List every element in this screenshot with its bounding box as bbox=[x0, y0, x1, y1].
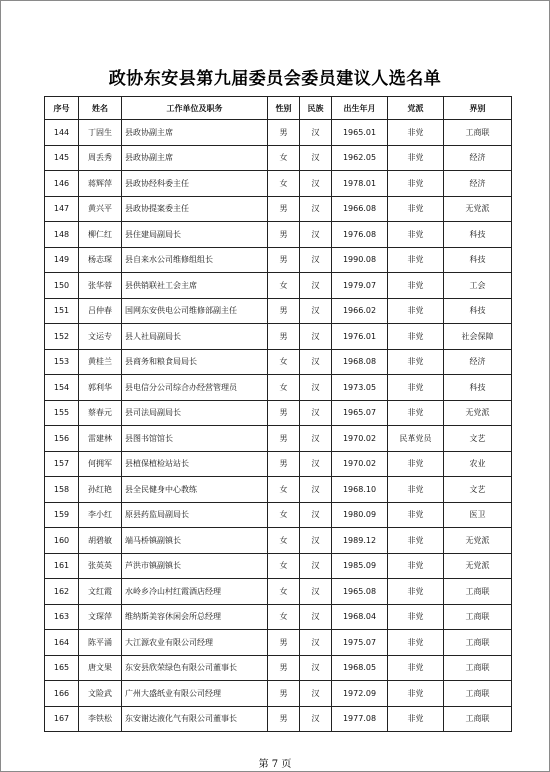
cell-name: 胡碧敏 bbox=[79, 528, 122, 554]
cell-ethnicity: 汉 bbox=[300, 298, 332, 324]
cell-name: 唐文果 bbox=[79, 655, 122, 681]
cell-gender: 男 bbox=[268, 247, 300, 273]
header-ethnicity: 民族 bbox=[300, 97, 332, 120]
cell-birth: 1966.08 bbox=[332, 196, 388, 222]
cell-sector: 医卫 bbox=[444, 502, 512, 528]
cell-unit: 县政协经科委主任 bbox=[122, 171, 268, 197]
cell-party: 非党 bbox=[388, 451, 444, 477]
cell-ethnicity: 汉 bbox=[300, 349, 332, 375]
cell-unit: 县人社局副局长 bbox=[122, 324, 268, 350]
header-party: 党派 bbox=[388, 97, 444, 120]
page-title: 政协东安县第九届委员会委员建议人选名单 bbox=[108, 69, 442, 89]
table-row bbox=[45, 553, 512, 579]
cell-ethnicity: 汉 bbox=[300, 604, 332, 630]
cell-ethnicity: 汉 bbox=[300, 579, 332, 605]
cell-gender: 女 bbox=[268, 579, 300, 605]
cell-name: 黄兴平 bbox=[79, 196, 122, 222]
cell-party: 非党 bbox=[388, 604, 444, 630]
cell-name: 杨志琛 bbox=[79, 247, 122, 273]
cell-party: 非党 bbox=[388, 528, 444, 554]
cell-ethnicity: 汉 bbox=[300, 222, 332, 248]
cell-unit: 县供销联社工会主席 bbox=[122, 273, 268, 299]
cell-sector: 无党派 bbox=[444, 196, 512, 222]
cell-sector: 文艺 bbox=[444, 426, 512, 452]
page-number: 第 7 页 bbox=[258, 759, 292, 770]
cell-sector: 无党派 bbox=[444, 400, 512, 426]
cell-gender: 女 bbox=[268, 171, 300, 197]
table-row bbox=[45, 120, 512, 146]
cell-unit: 东安谢达液化气有限公司董事长 bbox=[122, 706, 268, 732]
cell-unit: 县政协副主席 bbox=[122, 145, 268, 171]
table-row bbox=[45, 477, 512, 503]
cell-birth: 1973.05 bbox=[332, 375, 388, 401]
header-sector: 界别 bbox=[444, 97, 512, 120]
cell-party: 非党 bbox=[388, 655, 444, 681]
table-row bbox=[45, 426, 512, 452]
table-row bbox=[45, 579, 512, 605]
cell-ethnicity: 汉 bbox=[300, 706, 332, 732]
cell-unit: 广州大盛纸业有限公司经理 bbox=[122, 681, 268, 707]
cell-name: 文运专 bbox=[79, 324, 122, 350]
cell-ethnicity: 汉 bbox=[300, 196, 332, 222]
header-unit: 工作单位及职务 bbox=[122, 97, 268, 120]
cell-index: 148 bbox=[45, 222, 79, 248]
cell-party: 非党 bbox=[388, 579, 444, 605]
cell-unit: 县政协副主席 bbox=[122, 120, 268, 146]
cell-unit: 水岭乡冷山村红霞酒店经理 bbox=[122, 579, 268, 605]
table-row bbox=[45, 324, 512, 350]
cell-sector: 工商联 bbox=[444, 604, 512, 630]
cell-index: 146 bbox=[45, 171, 79, 197]
cell-index: 150 bbox=[45, 273, 79, 299]
cell-party: 民革党员 bbox=[388, 426, 444, 452]
cell-birth: 1985.09 bbox=[332, 553, 388, 579]
cell-gender: 男 bbox=[268, 400, 300, 426]
cell-party: 非党 bbox=[388, 477, 444, 503]
cell-birth: 1968.04 bbox=[332, 604, 388, 630]
cell-unit: 芦洪市镇副镇长 bbox=[122, 553, 268, 579]
cell-party: 非党 bbox=[388, 273, 444, 299]
cell-gender: 男 bbox=[268, 222, 300, 248]
cell-gender: 女 bbox=[268, 502, 300, 528]
cell-sector: 无党派 bbox=[444, 553, 512, 579]
cell-sector: 工商联 bbox=[444, 579, 512, 605]
cell-party: 非党 bbox=[388, 120, 444, 146]
cell-gender: 女 bbox=[268, 349, 300, 375]
cell-birth: 1968.10 bbox=[332, 477, 388, 503]
cell-gender: 女 bbox=[268, 145, 300, 171]
table-header-row bbox=[45, 97, 512, 120]
nominee-table bbox=[44, 96, 512, 732]
table-row bbox=[45, 604, 512, 630]
cell-sector: 工商联 bbox=[444, 655, 512, 681]
table-row bbox=[45, 349, 512, 375]
cell-party: 非党 bbox=[388, 630, 444, 656]
cell-unit: 维纳斯美容休闲会所总经理 bbox=[122, 604, 268, 630]
table-row bbox=[45, 145, 512, 171]
cell-birth: 1979.07 bbox=[332, 273, 388, 299]
cell-party: 非党 bbox=[388, 706, 444, 732]
cell-birth: 1990.08 bbox=[332, 247, 388, 273]
cell-gender: 男 bbox=[268, 298, 300, 324]
cell-sector: 无党派 bbox=[444, 528, 512, 554]
cell-party: 非党 bbox=[388, 681, 444, 707]
cell-gender: 男 bbox=[268, 681, 300, 707]
cell-party: 非党 bbox=[388, 375, 444, 401]
cell-index: 145 bbox=[45, 145, 79, 171]
cell-sector: 科技 bbox=[444, 375, 512, 401]
table-row bbox=[45, 196, 512, 222]
cell-unit: 国网东安供电公司维修部副主任 bbox=[122, 298, 268, 324]
cell-unit: 东安县欣荣绿色有限公司董事长 bbox=[122, 655, 268, 681]
table-row bbox=[45, 528, 512, 554]
cell-sector: 经济 bbox=[444, 145, 512, 171]
cell-birth: 1978.01 bbox=[332, 171, 388, 197]
cell-unit: 县政协提案委主任 bbox=[122, 196, 268, 222]
cell-index: 157 bbox=[45, 451, 79, 477]
cell-name: 孙红艳 bbox=[79, 477, 122, 503]
header-name: 姓名 bbox=[79, 97, 122, 120]
cell-ethnicity: 汉 bbox=[300, 553, 332, 579]
cell-gender: 男 bbox=[268, 451, 300, 477]
cell-index: 149 bbox=[45, 247, 79, 273]
cell-unit: 县司法局副局长 bbox=[122, 400, 268, 426]
cell-ethnicity: 汉 bbox=[300, 400, 332, 426]
cell-index: 151 bbox=[45, 298, 79, 324]
cell-gender: 男 bbox=[268, 120, 300, 146]
cell-gender: 女 bbox=[268, 477, 300, 503]
cell-birth: 1972.09 bbox=[332, 681, 388, 707]
cell-gender: 女 bbox=[268, 273, 300, 299]
cell-gender: 男 bbox=[268, 655, 300, 681]
cell-name: 吕仲春 bbox=[79, 298, 122, 324]
cell-sector: 科技 bbox=[444, 247, 512, 273]
cell-sector: 科技 bbox=[444, 222, 512, 248]
cell-name: 李小红 bbox=[79, 502, 122, 528]
cell-gender: 男 bbox=[268, 630, 300, 656]
cell-name: 黄桂兰 bbox=[79, 349, 122, 375]
header-gender: 性别 bbox=[268, 97, 300, 120]
table-row bbox=[45, 247, 512, 273]
cell-index: 153 bbox=[45, 349, 79, 375]
cell-ethnicity: 汉 bbox=[300, 451, 332, 477]
cell-sector: 工会 bbox=[444, 273, 512, 299]
cell-gender: 女 bbox=[268, 375, 300, 401]
cell-ethnicity: 汉 bbox=[300, 426, 332, 452]
cell-index: 154 bbox=[45, 375, 79, 401]
cell-index: 166 bbox=[45, 681, 79, 707]
table-row bbox=[45, 400, 512, 426]
cell-index: 155 bbox=[45, 400, 79, 426]
cell-ethnicity: 汉 bbox=[300, 681, 332, 707]
cell-party: 非党 bbox=[388, 349, 444, 375]
cell-birth: 1980.09 bbox=[332, 502, 388, 528]
cell-index: 162 bbox=[45, 579, 79, 605]
cell-birth: 1970.02 bbox=[332, 426, 388, 452]
cell-party: 非党 bbox=[388, 196, 444, 222]
cell-sector: 工商联 bbox=[444, 681, 512, 707]
cell-index: 165 bbox=[45, 655, 79, 681]
cell-name: 何拥军 bbox=[79, 451, 122, 477]
table-row bbox=[45, 375, 512, 401]
cell-unit: 县商务和粮食局局长 bbox=[122, 349, 268, 375]
cell-index: 147 bbox=[45, 196, 79, 222]
table-row bbox=[45, 451, 512, 477]
cell-name: 李铁松 bbox=[79, 706, 122, 732]
table-row bbox=[45, 502, 512, 528]
cell-unit: 原县药监局副局长 bbox=[122, 502, 268, 528]
cell-birth: 1970.02 bbox=[332, 451, 388, 477]
cell-birth: 1966.02 bbox=[332, 298, 388, 324]
cell-index: 164 bbox=[45, 630, 79, 656]
header-index: 序号 bbox=[45, 97, 79, 120]
cell-ethnicity: 汉 bbox=[300, 273, 332, 299]
cell-index: 144 bbox=[45, 120, 79, 146]
cell-index: 167 bbox=[45, 706, 79, 732]
cell-unit: 大江源农业有限公司经理 bbox=[122, 630, 268, 656]
cell-party: 非党 bbox=[388, 222, 444, 248]
cell-name: 文琛萍 bbox=[79, 604, 122, 630]
cell-name: 蒋辉萍 bbox=[79, 171, 122, 197]
cell-birth: 1968.08 bbox=[332, 349, 388, 375]
cell-name: 丁固生 bbox=[79, 120, 122, 146]
cell-gender: 女 bbox=[268, 604, 300, 630]
cell-sector: 经济 bbox=[444, 171, 512, 197]
cell-name: 郭利华 bbox=[79, 375, 122, 401]
cell-birth: 1965.01 bbox=[332, 120, 388, 146]
cell-birth: 1968.05 bbox=[332, 655, 388, 681]
cell-sector: 社会保障 bbox=[444, 324, 512, 350]
cell-name: 蔡春元 bbox=[79, 400, 122, 426]
cell-party: 非党 bbox=[388, 400, 444, 426]
cell-ethnicity: 汉 bbox=[300, 655, 332, 681]
cell-gender: 男 bbox=[268, 426, 300, 452]
cell-party: 非党 bbox=[388, 171, 444, 197]
cell-name: 周丢秀 bbox=[79, 145, 122, 171]
cell-ethnicity: 汉 bbox=[300, 630, 332, 656]
cell-unit: 县住建局副局长 bbox=[122, 222, 268, 248]
cell-birth: 1976.01 bbox=[332, 324, 388, 350]
cell-name: 文红霞 bbox=[79, 579, 122, 605]
cell-sector: 工商联 bbox=[444, 706, 512, 732]
cell-index: 158 bbox=[45, 477, 79, 503]
cell-index: 163 bbox=[45, 604, 79, 630]
table-row bbox=[45, 171, 512, 197]
cell-index: 161 bbox=[45, 553, 79, 579]
cell-name: 柳仁红 bbox=[79, 222, 122, 248]
cell-birth: 1965.07 bbox=[332, 400, 388, 426]
cell-unit: 县图书馆馆长 bbox=[122, 426, 268, 452]
cell-name: 陈平涌 bbox=[79, 630, 122, 656]
table-row bbox=[45, 273, 512, 299]
cell-ethnicity: 汉 bbox=[300, 247, 332, 273]
header-birth: 出生年月 bbox=[332, 97, 388, 120]
cell-ethnicity: 汉 bbox=[300, 120, 332, 146]
cell-gender: 男 bbox=[268, 196, 300, 222]
cell-ethnicity: 汉 bbox=[300, 324, 332, 350]
cell-party: 非党 bbox=[388, 298, 444, 324]
cell-index: 156 bbox=[45, 426, 79, 452]
cell-party: 非党 bbox=[388, 324, 444, 350]
cell-unit: 端马桥镇副镇长 bbox=[122, 528, 268, 554]
table-row bbox=[45, 706, 512, 732]
cell-party: 非党 bbox=[388, 145, 444, 171]
cell-name: 张华蓉 bbox=[79, 273, 122, 299]
cell-birth: 1975.07 bbox=[332, 630, 388, 656]
cell-gender: 女 bbox=[268, 553, 300, 579]
cell-name: 雷建林 bbox=[79, 426, 122, 452]
cell-index: 160 bbox=[45, 528, 79, 554]
cell-index: 152 bbox=[45, 324, 79, 350]
cell-birth: 1989.12 bbox=[332, 528, 388, 554]
cell-unit: 县电信分公司综合办经营管理员 bbox=[122, 375, 268, 401]
cell-ethnicity: 汉 bbox=[300, 477, 332, 503]
cell-birth: 1962.05 bbox=[332, 145, 388, 171]
table-row bbox=[45, 655, 512, 681]
cell-gender: 女 bbox=[268, 528, 300, 554]
cell-sector: 工商联 bbox=[444, 120, 512, 146]
cell-birth: 1965.08 bbox=[332, 579, 388, 605]
cell-ethnicity: 汉 bbox=[300, 528, 332, 554]
cell-sector: 文艺 bbox=[444, 477, 512, 503]
cell-unit: 县植保植检站站长 bbox=[122, 451, 268, 477]
cell-sector: 经济 bbox=[444, 349, 512, 375]
cell-party: 非党 bbox=[388, 553, 444, 579]
cell-gender: 男 bbox=[268, 324, 300, 350]
cell-sector: 科技 bbox=[444, 298, 512, 324]
cell-name: 文险武 bbox=[79, 681, 122, 707]
table-row bbox=[45, 681, 512, 707]
cell-ethnicity: 汉 bbox=[300, 502, 332, 528]
cell-sector: 农业 bbox=[444, 451, 512, 477]
cell-ethnicity: 汉 bbox=[300, 375, 332, 401]
cell-birth: 1976.08 bbox=[332, 222, 388, 248]
cell-index: 159 bbox=[45, 502, 79, 528]
cell-gender: 男 bbox=[268, 706, 300, 732]
cell-party: 非党 bbox=[388, 502, 444, 528]
cell-party: 非党 bbox=[388, 247, 444, 273]
table-row bbox=[45, 298, 512, 324]
cell-birth: 1977.08 bbox=[332, 706, 388, 732]
table-row bbox=[45, 630, 512, 656]
cell-sector: 工商联 bbox=[444, 630, 512, 656]
cell-unit: 县自来水公司维修组组长 bbox=[122, 247, 268, 273]
cell-ethnicity: 汉 bbox=[300, 171, 332, 197]
cell-name: 张英英 bbox=[79, 553, 122, 579]
table-row bbox=[45, 222, 512, 248]
cell-ethnicity: 汉 bbox=[300, 145, 332, 171]
cell-unit: 县全民健身中心教练 bbox=[122, 477, 268, 503]
